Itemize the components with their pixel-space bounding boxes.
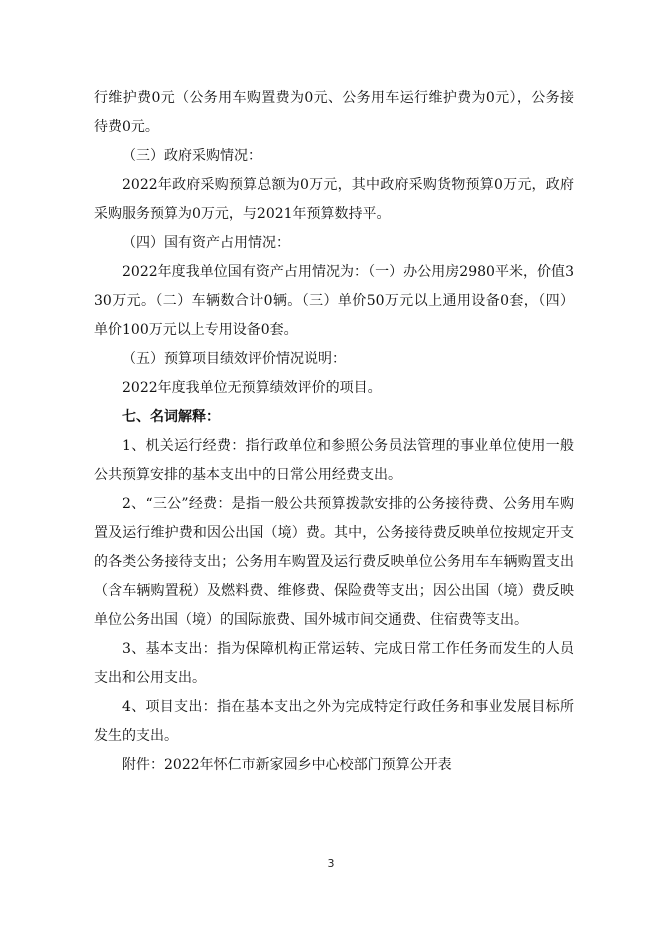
attachment-note: 附件：2022年怀仁市新家园乡中心校部门预算公开表 <box>122 757 452 773</box>
page-body <box>94 84 574 780</box>
heading-government-procurement: （三）政府采购情况： <box>122 148 262 164</box>
glossary-item-basic-expenditure: 3、基本支出：指为保障机构正常运转、完成日常工作任务而发生的人员支出和公用支出。 <box>94 641 574 686</box>
section-heading-glossary: 七、名词解释： <box>122 409 220 425</box>
glossary-item-project-expenditure: 4、项目支出：指在基本支出之外为完成特定行政任务和事业发展目标所发生的支出。 <box>94 699 574 744</box>
paragraph-performance-evaluation: 2022年度我单位无预算绩效评价的项目。 <box>122 380 382 396</box>
paragraph-vehicle-costs-continued: 行维护费0元（公务用车购置费为0元、公务用车运行维护费为0元），公务接待费0元。 <box>94 90 574 135</box>
glossary-item-three-public-expenses: 2、“三公”经费：是指一般公共预算拨款安排的公务接待费、公务用车购置及运行维护费和因公出国（境）费。其中，公务接待费反映单位按规定开支的各类公务接待支出；公务用车购置及运行费反映单位公务用车车辆购置支出（含车辆购置税）及燃料费、维修费、保险费等支出；因公出国（境）费反映单位公务出国（境）的国际旅费、国外城市间交通费、住宿费等支出。 <box>94 496 574 628</box>
heading-performance-evaluation: （五）预算项目绩效评价情况说明： <box>122 351 346 367</box>
paragraph-state-assets: 2022年度我单位国有资产占用情况为：（一）办公用房2980平米，价值330万元。（二）车辆数合计0辆。（三）单价50万元以上通用设备0套，（四）单价100万元以上专用设备0套。 <box>94 264 574 338</box>
heading-state-assets: （四）国有资产占用情况： <box>122 235 290 251</box>
glossary-item-operating-funds: 1、机关运行经费：指行政单位和参照公务员法管理的事业单位使用一般公共预算安排的基本支出中的日常公用经费支出。 <box>94 438 574 483</box>
page-number: 3 <box>327 857 335 870</box>
paragraph-government-procurement: 2022年政府采购预算总额为0万元，其中政府采购货物预算0万元，政府采购服务预算为0万元，与2021年预算数持平。 <box>94 177 574 222</box>
